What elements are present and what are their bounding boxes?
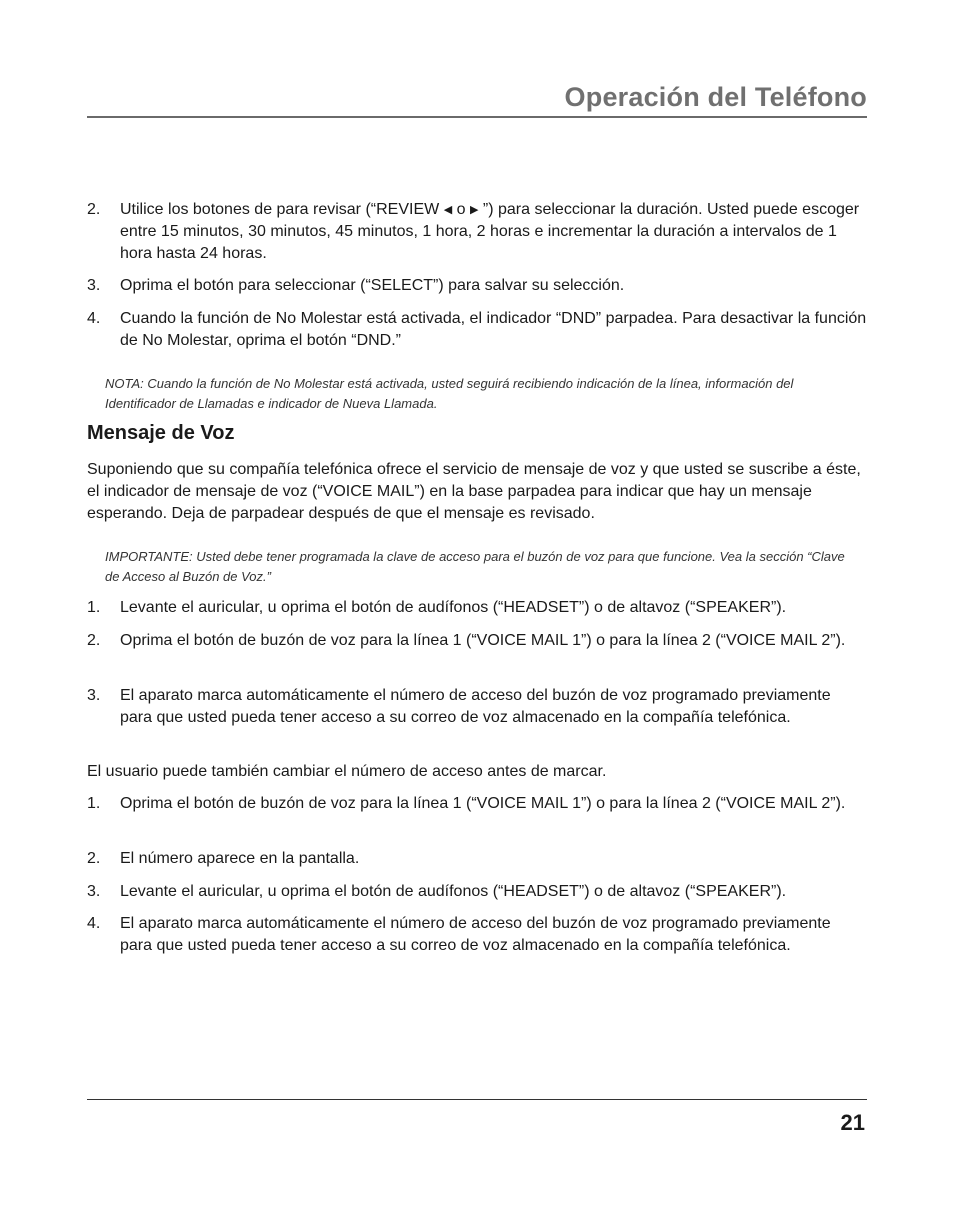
- list-item: [87, 793, 867, 815]
- list-text: Levante el auricular, u oprima el botón de audífonos (“HEADSET”) o de altavoz (“SPEAKER”).: [120, 599, 787, 616]
- list-item: [87, 308, 867, 352]
- list-item: [87, 199, 867, 265]
- list-number: 2.: [87, 850, 101, 867]
- list-item: [87, 275, 867, 297]
- list-number: 4.: [87, 310, 101, 327]
- list-text: El aparato marca automáticamente el número de acceso del buzón de voz programado previamente para que usted pueda tener acceso a su correo de voz almacenado en la compañía telefónica.: [120, 915, 831, 954]
- footer-divider: [87, 1099, 867, 1100]
- page-title: Operación del Teléfono: [564, 82, 867, 112]
- page-number: 21: [840, 1110, 865, 1135]
- section-heading: Mensaje de Voz: [87, 422, 235, 444]
- list-number: 2.: [87, 632, 101, 649]
- list-item: [87, 630, 867, 652]
- list-number: 3.: [87, 687, 101, 704]
- list-text: Cuando la función de No Molestar está activada, el indicador “DND” parpadea. Para desactivar la función de No Molestar, oprima el botón “DND.”: [120, 310, 867, 349]
- list-text: Utilice los botones de para revisar (“REVIEW ◀ o ▶ ”) para seleccionar la duración. Usted puede escoger entre 15 minutos, 30 minutos, 45 minutos, 1 hora, 2 horas e incrementar la duración a intervalos de 1 hora hasta 24 horas.: [120, 201, 860, 262]
- header-divider: [87, 116, 867, 118]
- note-text: NOTA: Cuando la función de No Molestar está activada, usted seguirá recibiendo indicación de la línea, información del Identificador de Llamadas e indicador de Nueva Llamada.: [105, 376, 794, 411]
- list-item: [87, 881, 867, 903]
- list-text: Oprima el botón de buzón de voz para la línea 1 (“VOICE MAIL 1”) o para la línea 2 (“VOICE MAIL 2”).: [120, 632, 846, 649]
- important-note: IMPORTANTE: Usted debe tener programada la clave de acceso para el buzón de voz para que funcione. Vea la sección “Clave de Acceso al Buzón de Voz.”: [105, 549, 845, 584]
- list-number: 4.: [87, 915, 101, 932]
- list-number: 3.: [87, 277, 101, 294]
- list-item: [87, 685, 867, 729]
- list-text: Levante el auricular, u oprima el botón de audífonos (“HEADSET”) o de altavoz (“SPEAKER”).: [120, 883, 787, 900]
- list-number: 2.: [87, 201, 101, 218]
- list-item: [87, 597, 867, 619]
- list-number: 3.: [87, 883, 101, 900]
- list-number: 1.: [87, 599, 101, 616]
- right-arrow-icon: ▶: [469, 204, 479, 216]
- left-arrow-icon: ◀: [443, 204, 453, 216]
- change-note-paragraph: El usuario puede también cambiar el número de acceso antes de marcar.: [87, 763, 607, 780]
- list-text: El aparato marca automáticamente el número de acceso del buzón de voz programado previamente para que usted pueda tener acceso a su correo de voz almacenado en la compañía telefónica.: [120, 687, 831, 726]
- list-item: [87, 913, 867, 957]
- list-number: 1.: [87, 795, 101, 812]
- list-text: Oprima el botón de buzón de voz para la línea 1 (“VOICE MAIL 1”) o para la línea 2 (“VOICE MAIL 2”).: [120, 795, 846, 812]
- intro-paragraph: Suponiendo que su compañía telefónica ofrece el servicio de mensaje de voz y que usted se suscribe a éste, el indicador de mensaje de voz (“VOICE MAIL”) en la base parpadea para indicar que hay un mensaje esperando. Deja de parpadear después de que el mensaje es revisado.: [87, 461, 861, 522]
- list-text: El número aparece en la pantalla.: [120, 850, 360, 867]
- list-item: [87, 848, 867, 870]
- list-text: Oprima el botón para seleccionar (“SELECT”) para salvar su selección.: [120, 277, 625, 294]
